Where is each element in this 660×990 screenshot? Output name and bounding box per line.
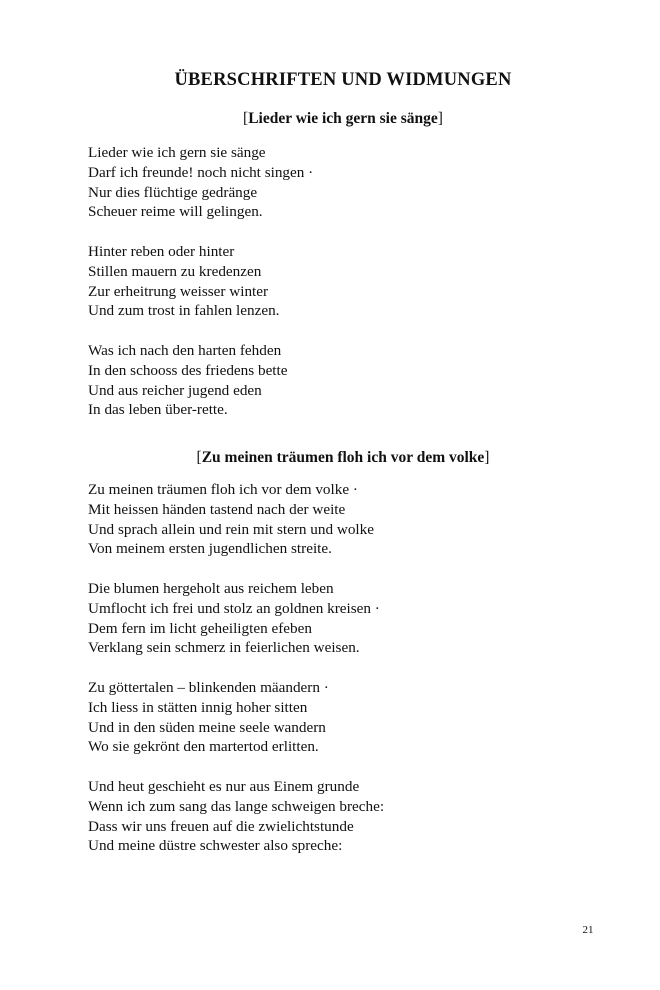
verse-line: Zur erheitrung weisser winter bbox=[88, 282, 269, 300]
verse-line: Wo sie gekrönt den martertod erlitten. bbox=[88, 738, 319, 756]
stanza bbox=[88, 242, 608, 321]
open-bracket: [ bbox=[243, 110, 249, 127]
stanza bbox=[88, 341, 608, 420]
stanza bbox=[88, 777, 608, 856]
verse-line: In den schooss des friedens bette bbox=[88, 361, 288, 379]
verse-line: Hinter reben oder hinter bbox=[88, 243, 235, 260]
section-title: ÜBERSCHRIFTEN UND WIDMUNGEN bbox=[174, 70, 512, 90]
verse-line: Ich liess in stätten innig hoher sitten bbox=[88, 698, 308, 716]
stanza bbox=[88, 678, 608, 757]
verse-line: Zu göttertalen – blinkenden mäandern · bbox=[88, 679, 329, 696]
poem-title-text: Lieder wie ich gern sie sänge bbox=[248, 110, 438, 127]
stanza bbox=[88, 579, 608, 658]
open-bracket: [ bbox=[196, 449, 202, 466]
verse-line: Von meinem ersten jugendlichen streite. bbox=[88, 540, 332, 558]
verse-line: Zu meinen träumen floh ich vor dem volke · bbox=[88, 481, 358, 498]
poem-title bbox=[0, 449, 660, 467]
verse-line: Und in den süden meine seele wandern bbox=[88, 718, 326, 736]
close-bracket: ] bbox=[484, 449, 490, 466]
verse-line: Und sprach allein und rein mit stern und wolke bbox=[88, 520, 374, 538]
verse-line: Und zum trost in fahlen lenzen. bbox=[88, 302, 280, 320]
verse-line: In das leben über-rette. bbox=[88, 401, 228, 419]
close-bracket: ] bbox=[437, 110, 443, 127]
verse-line: Darf ich freunde! noch nicht singen · bbox=[88, 163, 314, 181]
verse-line: Verklang sein schmerz in feierlichen weisen. bbox=[88, 639, 360, 657]
verse-line: Dem fern im licht geheiligten efeben bbox=[88, 619, 312, 637]
verse-line: Und meine düstre schwester also spreche: bbox=[88, 837, 343, 855]
verse-line: Umflocht ich frei und stolz an goldnen kreisen · bbox=[88, 599, 380, 617]
verse-line: Scheuer reime will gelingen. bbox=[88, 203, 263, 221]
verse-line: Wenn ich zum sang das lange schweigen breche: bbox=[88, 797, 385, 815]
verse-line: Stillen mauern zu kredenzen bbox=[88, 262, 262, 280]
verse-line: Lieder wie ich gern sie sänge bbox=[88, 144, 266, 161]
poem-title-text: Zu meinen träumen floh ich vor dem volke bbox=[201, 449, 485, 466]
stanza bbox=[88, 143, 608, 222]
verse-line: Mit heissen händen tastend nach der weite bbox=[88, 500, 346, 518]
poem-title bbox=[0, 110, 660, 128]
verse-line: Und heut geschieht es nur aus Einem grunde bbox=[88, 778, 360, 795]
verse-line: Dass wir uns freuen auf die zwielichtstunde bbox=[88, 817, 354, 835]
verse-line: Und aus reicher jugend eden bbox=[88, 381, 262, 399]
verse-line: Nur dies flüchtige gedränge bbox=[88, 183, 258, 201]
stanza bbox=[88, 480, 608, 559]
verse-line: Was ich nach den harten fehden bbox=[88, 342, 282, 359]
verse-line: Die blumen hergeholt aus reichem leben bbox=[88, 580, 334, 597]
page-number: 21 bbox=[582, 924, 594, 936]
